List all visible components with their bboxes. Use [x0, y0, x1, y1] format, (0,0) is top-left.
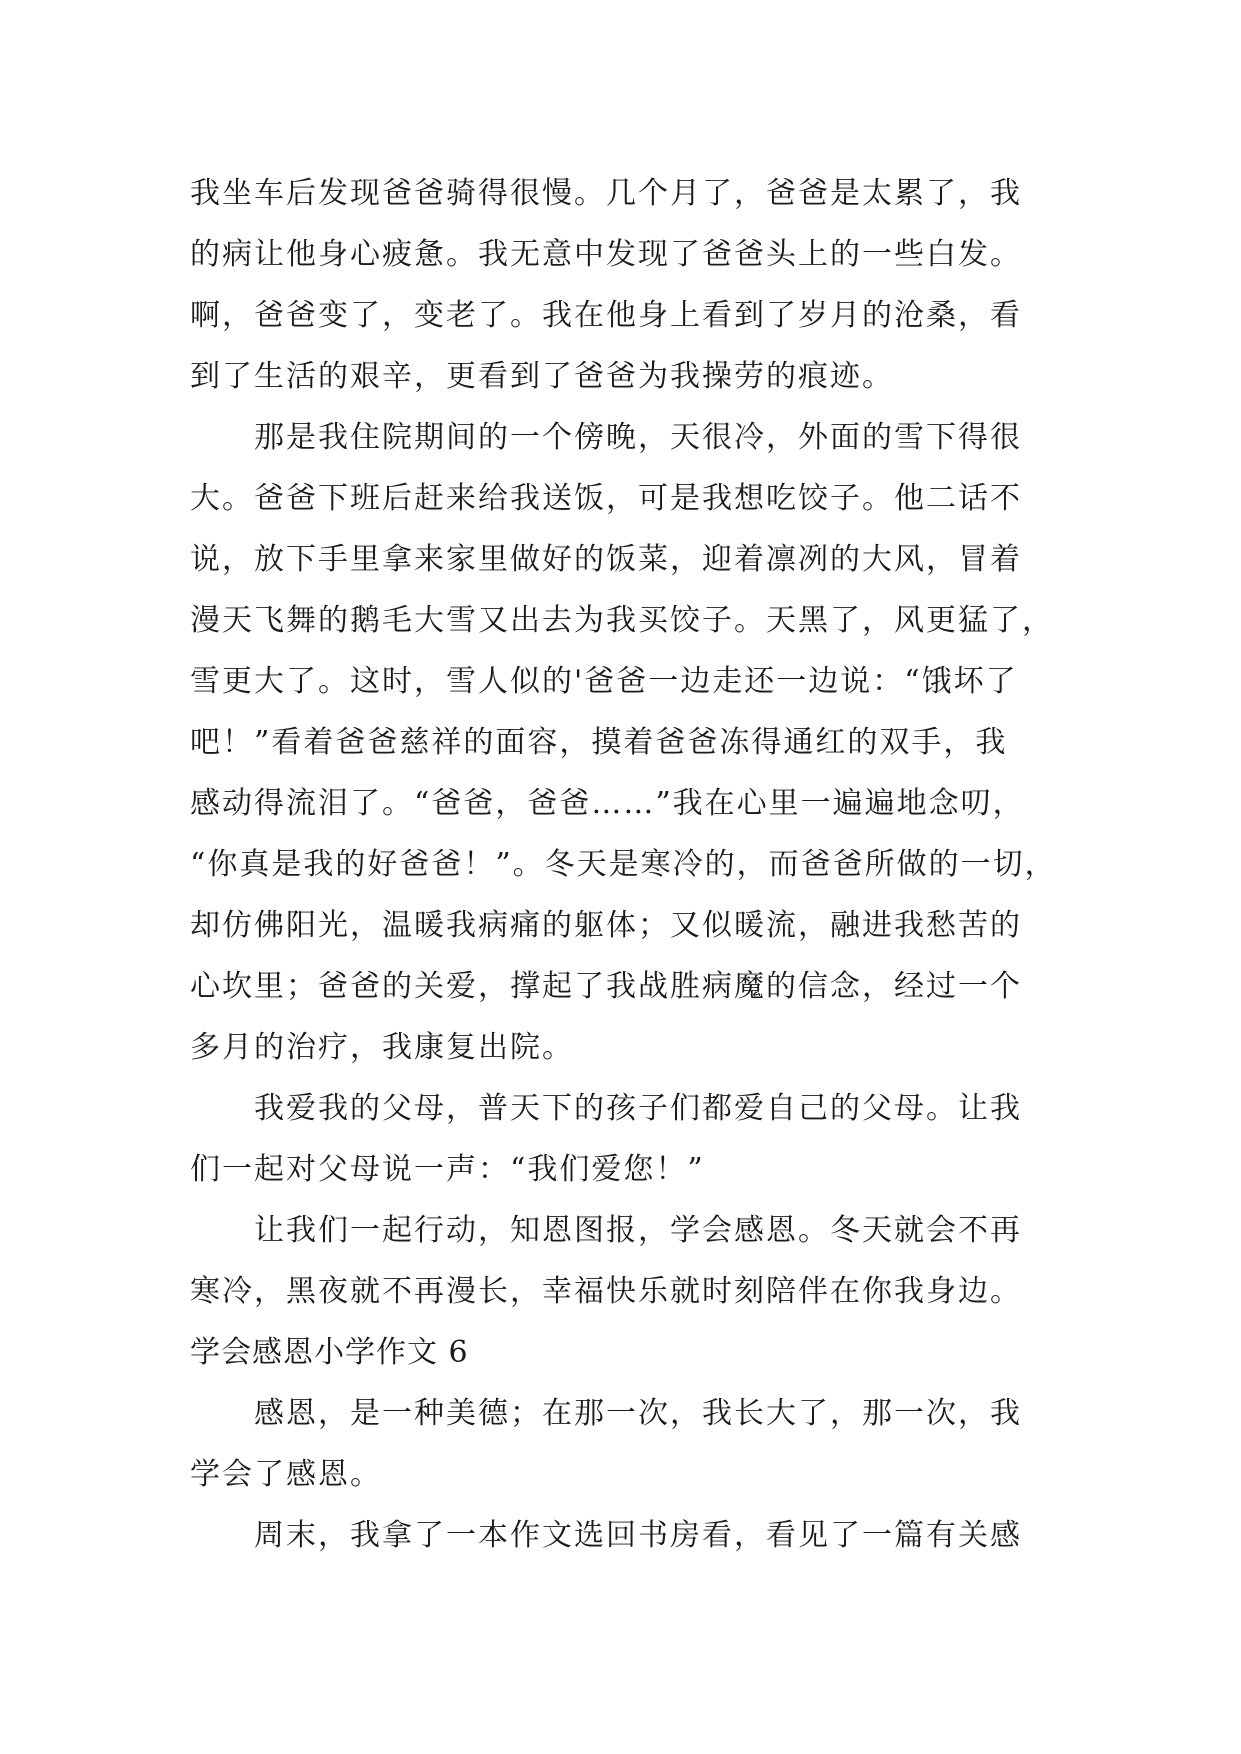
- text-line-content: 漫天飞舞的鹅毛大雪又出去为我买饺子。天黑了，风更猛了，: [190, 603, 1054, 638]
- text-line-content: 却仿佛阳光，温暖我病痛的躯体；又似暖流，融进我愁苦的: [190, 908, 1022, 943]
- text-line: [0, 1266, 1241, 1314]
- text-line-content: 我坐车后发现爸爸骑得很慢。几个月了，爸爸是太累了，我: [190, 176, 1022, 211]
- text-line-content: 吧！”看着爸爸慈祥的面容，摸着爸爸冻得通红的双手，我: [190, 725, 1008, 760]
- text-line-content: 那是我住院期间的一个傍晚，天很冷，外面的雪下得很: [254, 420, 1022, 455]
- text-line-content: 让我们一起行动，知恩图报，学会感恩。冬天就会不再: [254, 1213, 1022, 1248]
- text-line: [0, 351, 1241, 399]
- text-line: [0, 534, 1241, 582]
- text-line-content: 周末，我拿了一本作文选回书房看，看见了一篇有关感: [254, 1518, 1022, 1553]
- text-line: [0, 229, 1241, 277]
- text-line: [0, 1388, 1241, 1436]
- section-heading-text: 学会感恩小学作文 6: [190, 1335, 469, 1370]
- text-line-content: 到了生活的艰辛，更看到了爸爸为我操劳的痕迹。: [190, 359, 894, 394]
- text-line-content: 感恩，是一种美德；在那一次，我长大了，那一次，我: [254, 1396, 1022, 1431]
- text-line: [0, 595, 1241, 643]
- text-line: [0, 1144, 1241, 1192]
- text-line: [0, 290, 1241, 338]
- text-line: [0, 900, 1241, 948]
- text-line-content: 大。爸爸下班后赶来给我送饭，可是我想吃饺子。他二话不: [190, 481, 1022, 516]
- text-line-content: 寒冷，黑夜就不再漫长，幸福快乐就时刻陪伴在你我身边。: [190, 1274, 1022, 1309]
- text-line: [0, 1205, 1241, 1253]
- text-line: [0, 961, 1241, 1009]
- text-line-content: 啊，爸爸变了，变老了。我在他身上看到了岁月的沧桑，看: [190, 298, 1022, 333]
- text-line: [0, 473, 1241, 521]
- text-line: [0, 1510, 1241, 1558]
- text-line-content: “你真是我的好爸爸！”。冬天是寒冷的，而爸爸所做的一切，: [190, 847, 1057, 882]
- text-line: [0, 412, 1241, 460]
- text-line: [0, 717, 1241, 765]
- text-line-content: 心坎里；爸爸的关爱，撑起了我战胜病魔的信念，经过一个: [190, 969, 1022, 1004]
- text-line-content: 们一起对父母说一声：“我们爱您！”: [190, 1152, 705, 1187]
- text-line-content: 的病让他身心疲惫。我无意中发现了爸爸头上的一些白发。: [190, 237, 1022, 272]
- text-line: [0, 778, 1241, 826]
- text-line: [0, 1449, 1241, 1497]
- text-line-content: 感动得流泪了。“爸爸，爸爸……”我在心里一遍遍地念叨，: [190, 786, 1025, 821]
- text-line: [0, 839, 1241, 887]
- text-line: [0, 1083, 1241, 1131]
- text-line: [0, 1022, 1241, 1070]
- text-line-content: 学会了感恩。: [190, 1457, 382, 1492]
- text-line-content: 雪更大了。这时，雪人似的'爸爸一边走还一边说：“饿坏了: [190, 664, 1018, 699]
- text-line: [0, 168, 1241, 216]
- text-line-content: 说，放下手里拿来家里做好的饭菜，迎着凛冽的大风，冒着: [190, 542, 1022, 577]
- text-line-content: 我爱我的父母，普天下的孩子们都爱自己的父母。让我: [254, 1091, 1022, 1126]
- text-line-content: 多月的治疗，我康复出院。: [190, 1030, 574, 1065]
- section-heading: [0, 1327, 1241, 1375]
- text-line: [0, 656, 1241, 704]
